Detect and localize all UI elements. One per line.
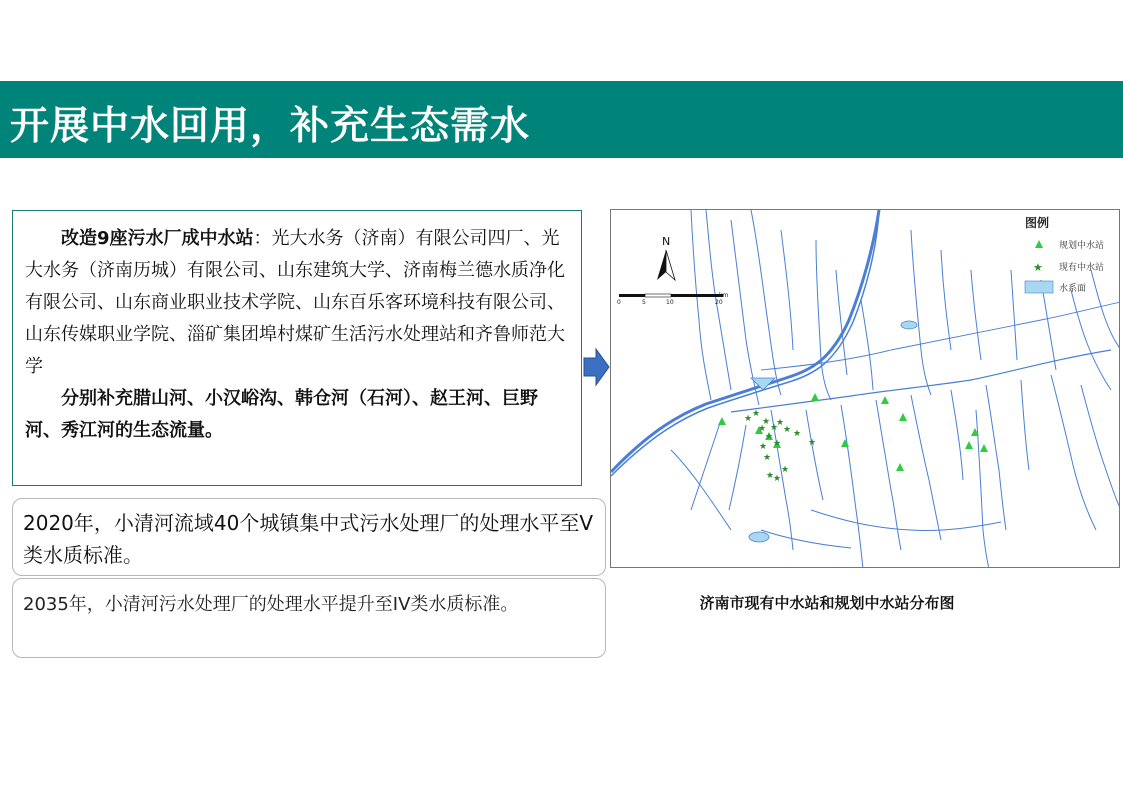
planned-station-marker	[841, 439, 849, 447]
title-bar	[0, 81, 1123, 158]
planned-station-legend-icon	[1035, 240, 1043, 248]
existing-station-marker: ★	[808, 438, 817, 448]
planned-station-marker	[980, 444, 988, 452]
reservoir-shape	[901, 321, 917, 329]
planned-station-marker	[899, 413, 907, 421]
legend-water-label: 水系面	[1059, 284, 1087, 294]
retrofit-lead-bold: 改造9座污水厂成中水站	[61, 228, 254, 249]
existing-station-marker: ★	[758, 424, 767, 434]
legend-existing-label: 现有中水站	[1059, 263, 1105, 273]
north-arrow-icon	[657, 235, 675, 280]
planned-station-marker	[881, 396, 889, 404]
existing-station-marker: ★	[765, 432, 774, 442]
goal-2020-box	[12, 498, 606, 576]
reservoir-shape	[749, 532, 769, 542]
scale-tick-0: 0	[617, 299, 621, 306]
scale-tick-20: 20	[715, 299, 723, 306]
goal-2035-text: 2035年，小清河污水处理厂的处理水平提升至IV类水质标准。	[23, 594, 519, 615]
existing-station-marker: ★	[793, 429, 802, 439]
existing-station-marker: ★	[783, 425, 792, 435]
existing-station-marker: ★	[781, 465, 790, 475]
river-network	[611, 210, 1120, 568]
existing-station-marker: ★	[770, 423, 779, 433]
scale-unit: km	[719, 292, 729, 299]
existing-station-marker: ★	[762, 417, 771, 427]
north-label: N	[662, 235, 671, 248]
goal-2020-text: 2020年，小清河流域40个城镇集中式污水处理厂的处理水平至V类水质标准。	[23, 511, 594, 567]
scale-tick-10: 10	[666, 299, 674, 306]
existing-station-marker: ★	[766, 471, 775, 481]
water-station-map	[611, 210, 1120, 568]
supplement-bold: 分别补充腊山河、小汉峪沟、韩仓河（石河）、赵王河、巨野河、秀江河的生态流量。	[25, 388, 538, 441]
planned-station-marker	[965, 441, 973, 449]
planned-station-marker	[896, 463, 904, 471]
map-caption: 济南市现有中水站和规划中水站分布图	[699, 594, 955, 612]
right-arrow-icon	[583, 347, 611, 387]
retrofit-lead-rest: ：光大水务（济南）有限公司四厂、光大水务（济南历城）有限公司、山东建筑大学、济南梅兰德水质净化有限公司、山东商业职业技术学院、山东百乐客环境科技有限公司、山东传媒职业学院、淄矿集团埠村煤矿生活污水处理站和齐鲁师范大学	[25, 228, 565, 377]
scale-tick-5: 5	[642, 299, 646, 306]
water-body-legend-icon	[1025, 281, 1053, 293]
retrofit-paragraph	[25, 223, 571, 383]
existing-station-marker: ★	[763, 453, 772, 463]
legend-title: 图例	[1025, 216, 1050, 230]
existing-station-marker: ★	[773, 474, 782, 484]
map-panel	[610, 209, 1120, 568]
planned-station-marker	[718, 417, 726, 425]
supplement-paragraph	[25, 383, 571, 447]
existing-station-marker: ★	[744, 414, 753, 424]
existing-station-marker: ★	[759, 442, 768, 452]
planned-station-marker	[811, 393, 819, 401]
retrofit-info-box	[12, 210, 582, 486]
existing-station-marker: ★	[776, 418, 785, 428]
page-title: 开展中水回用，补充生态需水	[10, 104, 531, 149]
legend-planned-label: 规划中水站	[1059, 241, 1105, 251]
existing-station-marker: ★	[773, 439, 782, 449]
existing-station-marker: ★	[752, 409, 761, 419]
existing-station-legend-icon: ★	[1033, 261, 1043, 274]
existing-stations	[744, 409, 816, 484]
map-legend	[1025, 215, 1104, 294]
scale-bar	[617, 292, 728, 306]
goal-2035-box	[12, 578, 606, 658]
